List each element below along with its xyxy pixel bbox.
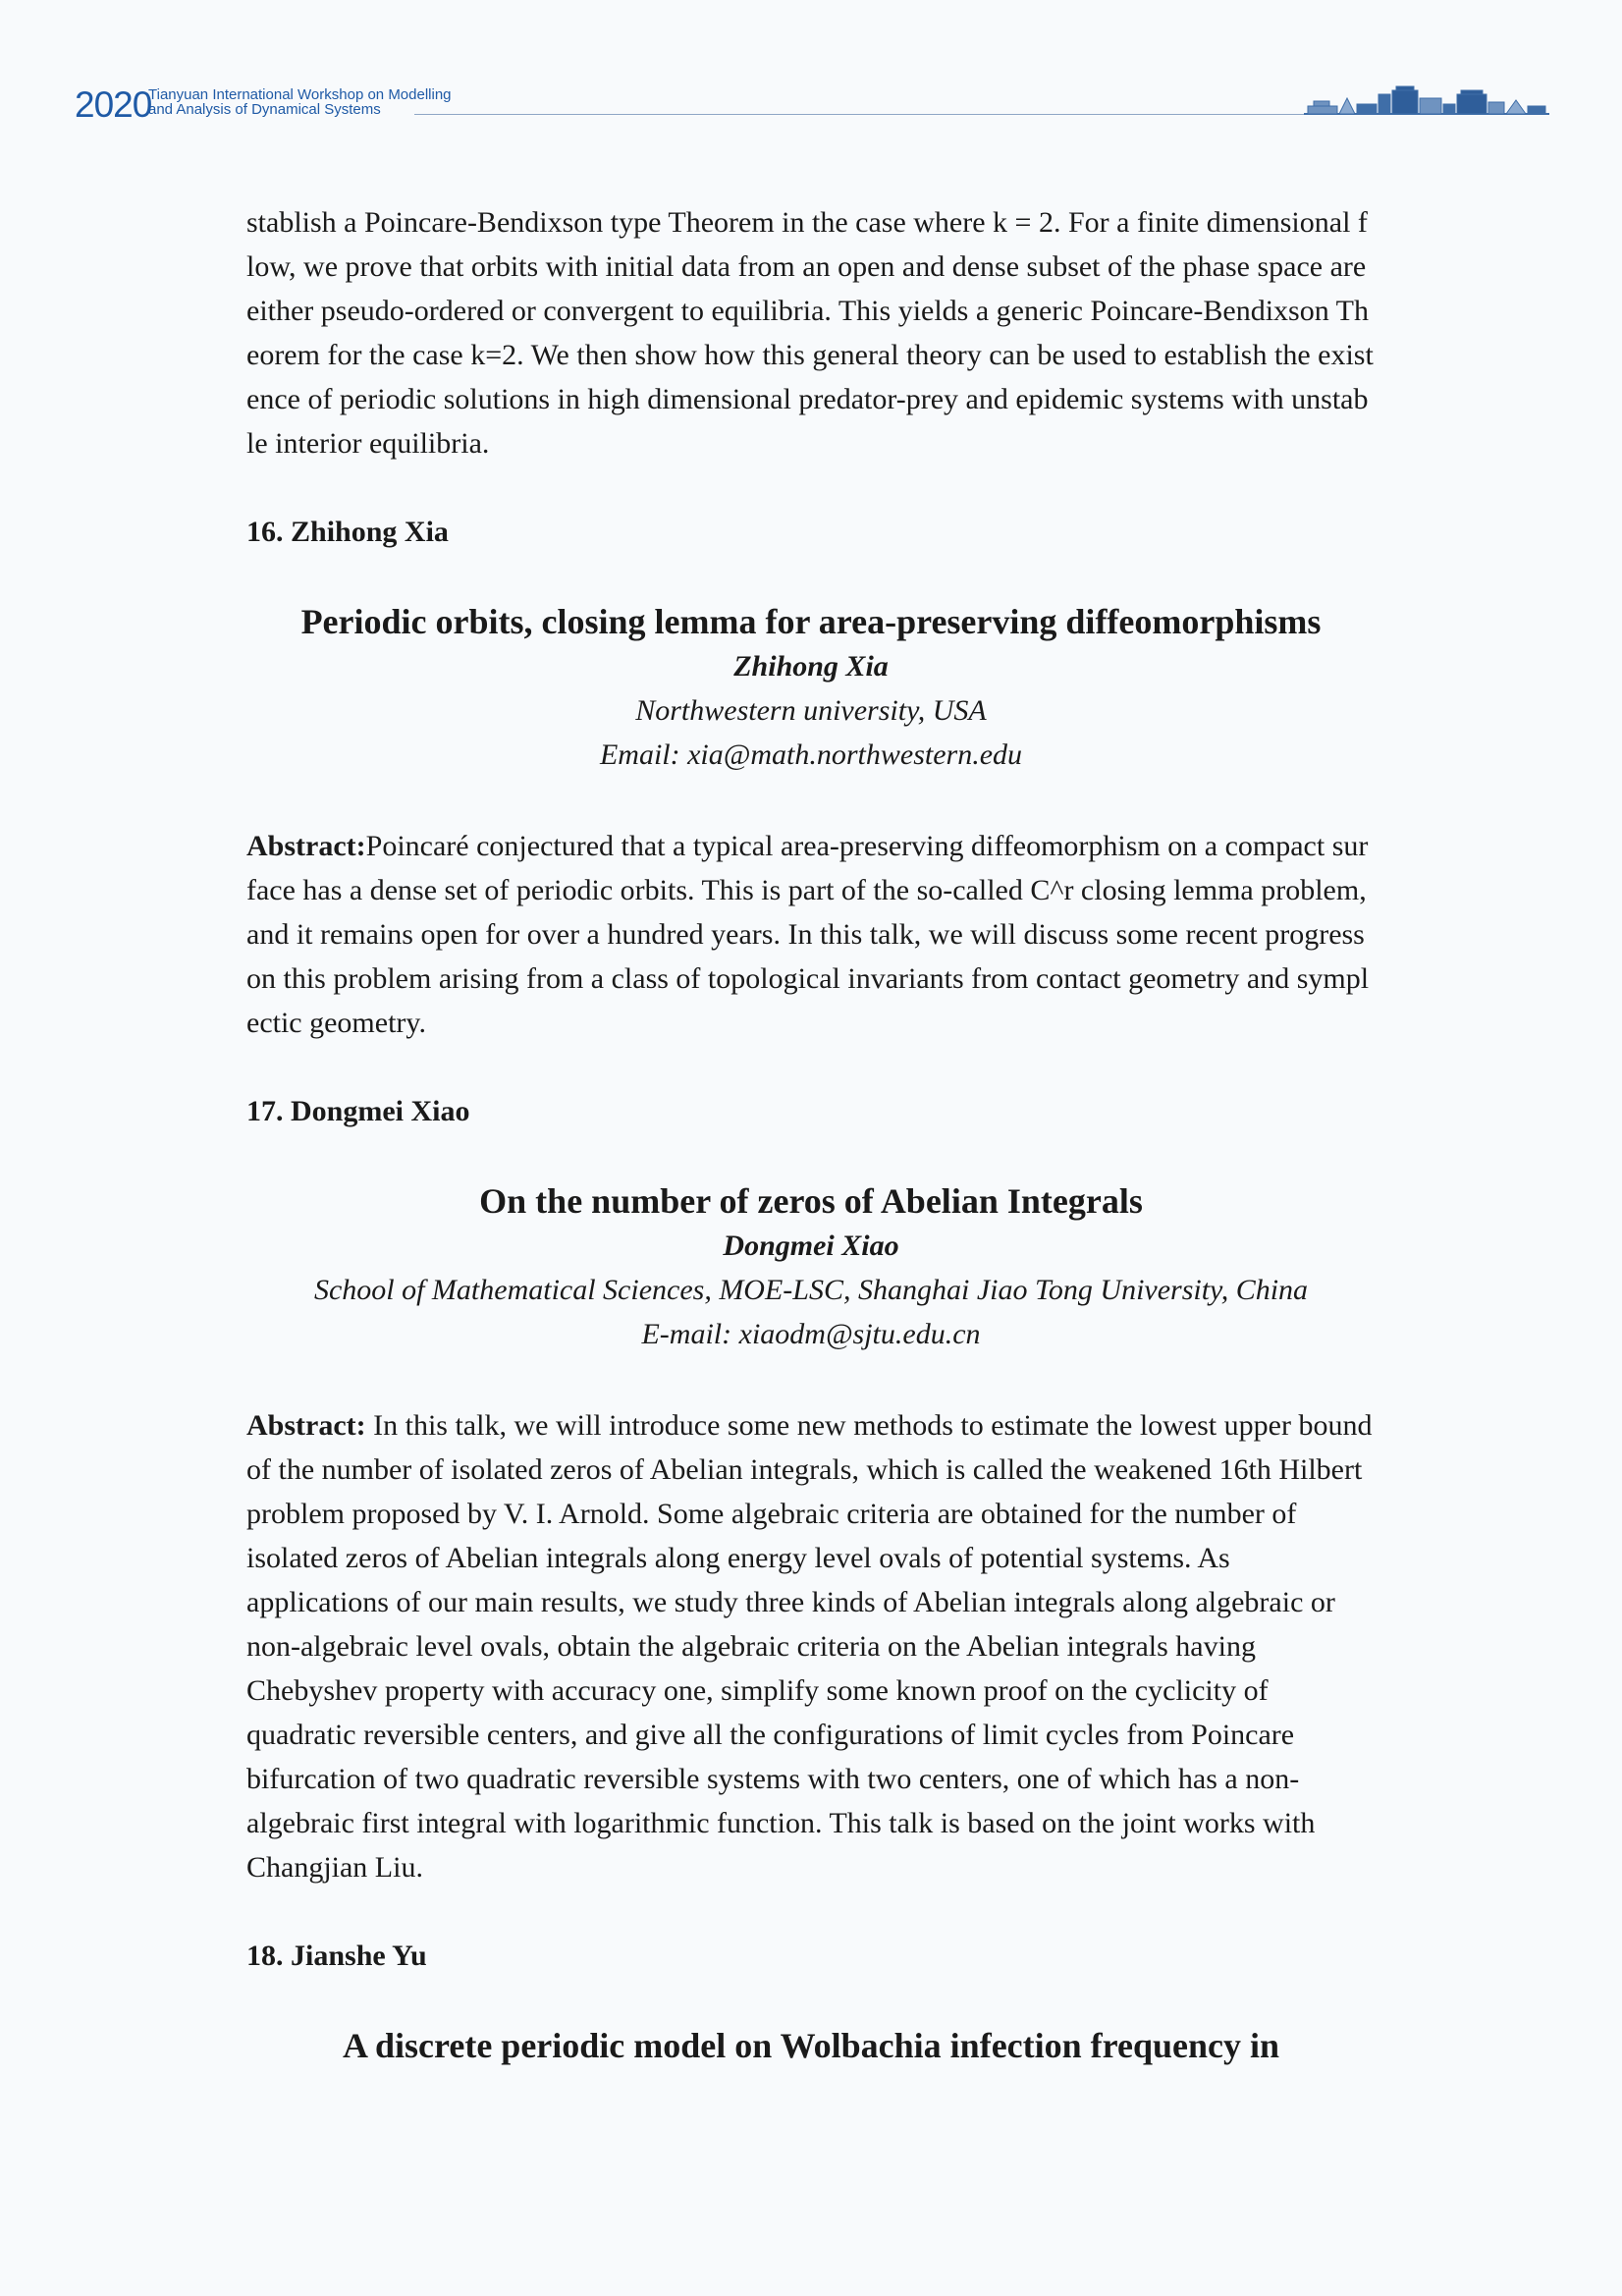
page-content: [246, 200, 1376, 2068]
abstract-text: Poincaré conjectured that a typical area-preserving diffeomorphism on a compact surface has a dense set of periodic orbits. This is part of the so-called C^r closing lemma problem, and it remains open for over a hundred years. In this talk, we will discuss some recent progress on this problem arising from a class of topological invariants from contact geometry and symplectic geometry.: [246, 830, 1370, 1039]
talk-heading: 17. Dongmei Xiao: [246, 1095, 470, 1127]
talk-abstract: [246, 1403, 1376, 1889]
talk-heading: 16. Zhihong Xia: [246, 516, 449, 548]
talk-affiliation: School of Mathematical Sciences, MOE-LSC, Shanghai Jiao Tong University, China: [313, 1274, 1309, 1306]
header-workshop-line2: and Analysis of Dynamical Systems: [148, 101, 381, 118]
talk-affiliation: Northwestern university, USA: [635, 694, 987, 727]
talk-title: A discrete periodic model on Wolbachia infection frequency in: [343, 2026, 1279, 2065]
talk-title: Periodic orbits, closing lemma for area-preserving diffeomorphisms: [300, 602, 1322, 641]
talk-email: Email: xia@math.northwestern.edu: [599, 738, 1023, 771]
talk-author: Dongmei Xiao: [723, 1230, 899, 1262]
talk-abstract: [246, 824, 1376, 1045]
abstract-text: In this talk, we will introduce some new methods to estimate the lowest upper bound of the number of isolated zeros of Abelian integrals, which is called the weakened 16th Hilbert problem proposed by V. I. Arnold. Some algebraic criteria are obtained for the number of isolated zeros of Abelian integrals along energy level ovals of potential systems. As applications of our main results, we study three kinds of Abelian integrals along algebraic or non-algebraic level ovals, obtain the algebraic criteria on the Abelian integrals having Chebyshev property with accuracy one, simplify some known proof on the cyclicity of quadratic reversible centers, and give all the configurations of limit cycles from Poincare bifurcation of two quadratic reversible systems with two centers, one of which has a non-algebraic first integral with logarithmic function. This talk is based on the joint works with Changjian Liu.: [246, 1409, 1373, 1884]
campus-skyline-icon: [1304, 84, 1549, 116]
abstract-label: Abstract:: [246, 830, 366, 862]
continuation-paragraph: stablish a Poincare-Bendixson type Theorem in the case where k = 2. For a finite dimensional flow, we prove that orbits with initial data from an open and dense subset of the phase space are either pseudo-ordered or convergent to equilibria. This yields a generic Poincare-Bendixson Theorem for the case k=2. We then show how this general theory can be used to establish the existence of periodic solutions in high dimensional predator-prey and epidemic systems with unstable interior equilibria.: [246, 206, 1374, 460]
talk-heading: 18. Jianshe Yu: [246, 1940, 427, 1972]
header-year: 2020: [75, 84, 152, 125]
talk-author: Zhihong Xia: [733, 650, 889, 683]
page-header: [75, 84, 1549, 125]
abstract-label: Abstract:: [246, 1409, 366, 1442]
talk-email: E-mail: xiaodm@sjtu.edu.cn: [641, 1318, 981, 1350]
talk-title: On the number of zeros of Abelian Integrals: [479, 1181, 1143, 1221]
header-workshop-title: [148, 87, 452, 117]
header-workshop-line1: Tianyuan International Workshop on Modelling: [148, 86, 452, 103]
